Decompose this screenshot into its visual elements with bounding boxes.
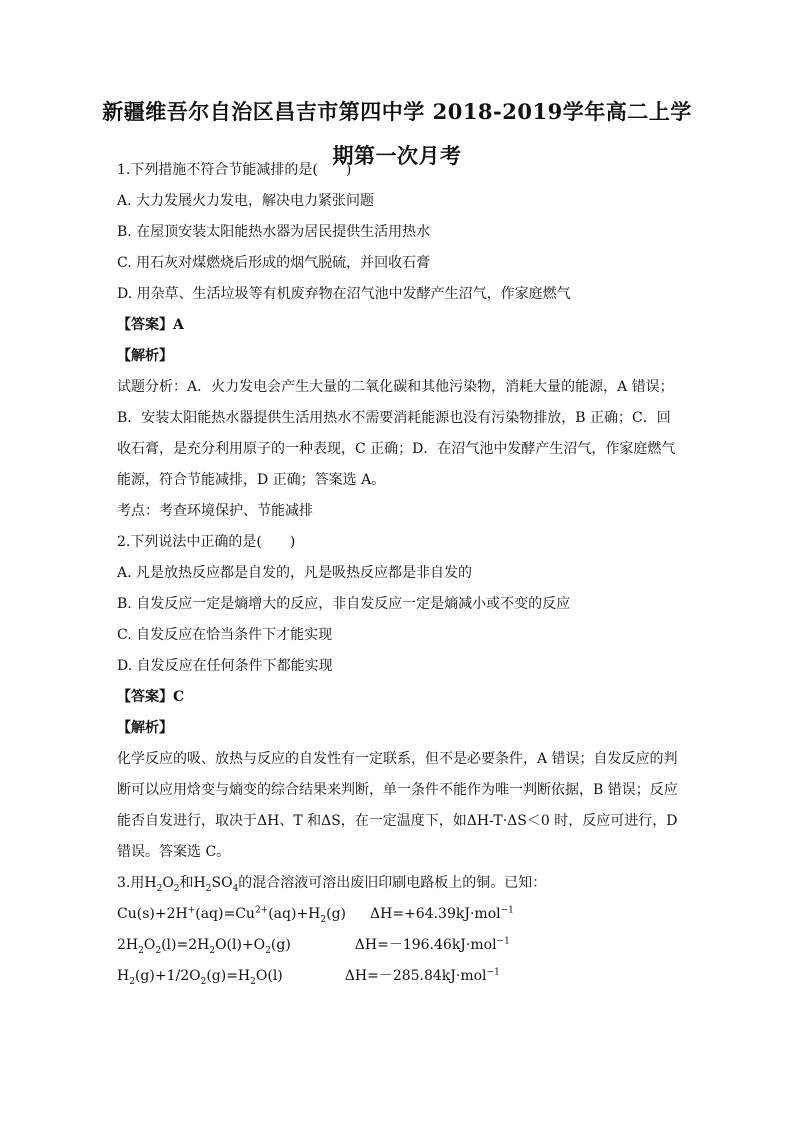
q3-stem xyxy=(117,873,546,893)
q1-answer: 【答案】A xyxy=(117,317,184,333)
q1-analysis-line3: 收石膏，是充分利用原子的一种表现，C 正确；D．在沼气池中发酵产生沼气，作家庭燃气 xyxy=(117,441,676,457)
eq3-sub: 2 xyxy=(200,976,207,987)
eq2-enthalpy: ΔH=－196.46kJ·mol xyxy=(354,937,497,953)
q1-analysis-line1: 试题分析：A．火力发电会产生大量的二氧化碳和其他污染物，消耗大量的能源，A 错误； xyxy=(117,379,674,395)
q1-option-d: D. 用杂草、生活垃圾等有机废弃物在沼气池中发酵产生沼气，作家庭燃气 xyxy=(117,286,571,302)
eq3-sub: 2 xyxy=(250,976,256,987)
h2so4-formula xyxy=(193,875,239,894)
h2so4-sub1: 2 xyxy=(205,883,212,894)
q2-analysis-line2: 断可以应用焓变与熵变的综合结果来判断，单一条件不能作为唯一判断依据，B 错误；反应 xyxy=(117,782,678,798)
h2o2-h: H xyxy=(144,875,157,891)
eq2-part: (l)=2H xyxy=(161,937,210,953)
eq1-sub: 2 xyxy=(320,914,327,925)
h2so4-sub2: 4 xyxy=(232,883,239,894)
eq1-sup: 2+ xyxy=(254,905,269,916)
q3-equation-3 xyxy=(117,966,500,986)
eq1-unit-sup: −1 xyxy=(500,905,514,916)
q3-equation-1 xyxy=(117,904,514,924)
q2-analysis-line3: 能否自发进行，取决于ΔH、T 和ΔS，在一定温度下，如ΔH-T·ΔS＜0 时，反应可进行，D xyxy=(117,813,678,829)
q2-analysis-line1: 化学反应的吸、放热与反应的自发性有一定联系，但不是必要条件，A 错误；自发反应的判 xyxy=(117,751,678,767)
q2-option-d: D. 自发反应在任何条件下都能实现 xyxy=(117,658,333,674)
eq2-sub: 2 xyxy=(265,945,271,956)
eq2-sub: 2 xyxy=(138,945,144,956)
eq1-sup: + xyxy=(187,905,196,916)
eq2-sub: 2 xyxy=(209,945,216,956)
eq1-part: (g) xyxy=(326,906,347,922)
document-title-line2: 期第一次月考 xyxy=(332,143,462,168)
q1-option-b: B. 在屋顶安装太阳能热水器为居民提供生活用热水 xyxy=(117,224,431,240)
q2-analysis-line4: 错误。答案选 C。 xyxy=(117,844,231,860)
eq3-part: (g)+1/2O xyxy=(134,968,201,984)
h2o2-o: O xyxy=(162,875,174,891)
eq3-unit-sup: −1 xyxy=(486,967,500,978)
eq2-sub: 2 xyxy=(155,945,162,956)
q2-analysis-label: 【解析】 xyxy=(117,720,173,736)
eq2-part: O xyxy=(143,937,156,953)
h2so4-so: SO xyxy=(211,875,233,891)
q3-stem-post: 的混合溶液可溶出废旧印刷电路板上的铜。已知： xyxy=(238,875,547,891)
h2o2-formula xyxy=(144,875,180,894)
q1-option-c: C. 用石灰对煤燃烧后形成的烟气脱硫，并回收石膏 xyxy=(117,255,431,271)
h2o2-sub2: 2 xyxy=(173,883,180,894)
eq3-sub: 2 xyxy=(129,976,135,987)
q2-stem: 2.下列说法中正确的是( ) xyxy=(117,534,296,550)
eq2-part: 2H xyxy=(117,937,139,953)
q2-option-b: B. 自发反应一定是熵增大的反应，非自发反应一定是熵减小或不变的反应 xyxy=(117,596,571,612)
q1-stem: 1.下列措施不符合节能减排的是( ) xyxy=(117,162,352,178)
eq1-enthalpy: ΔH=+64.39kJ·mol xyxy=(370,906,501,922)
eq2-part: O(l)+O xyxy=(215,937,266,953)
eq1-part: (aq)=Cu xyxy=(195,906,255,922)
q2-answer: 【答案】C xyxy=(117,689,185,705)
q2-option-c: C. 自发反应在恰当条件下才能实现 xyxy=(117,627,333,643)
q1-kaodian: 考点：考查环境保护、节能减排 xyxy=(117,503,313,519)
q1-option-a: A. 大力发展火力发电，解决电力紧张问题 xyxy=(117,193,375,209)
eq1-part: (aq)+H xyxy=(268,906,321,922)
eq1-part: Cu(s)+2H xyxy=(117,906,188,922)
h2so4-h: H xyxy=(193,875,206,891)
eq3-part: H xyxy=(117,968,130,984)
eq2-unit-sup: −1 xyxy=(496,936,510,947)
q1-analysis-line4: 能源，符合节能减排，D 正确；答案选 A。 xyxy=(117,472,386,488)
eq3-part: (g)=H xyxy=(206,968,251,984)
q1-analysis-label: 【解析】 xyxy=(117,348,173,364)
q2-option-a: A. 凡是放热反应都是自发的，凡是吸热反应都是非自发的 xyxy=(117,565,473,581)
h2o2-sub1: 2 xyxy=(156,883,163,894)
eq3-enthalpy: ΔH=－285.84kJ·mol xyxy=(344,968,487,984)
q1-analysis-line2: B．安装太阳能热水器提供生活用热水不需要消耗能源也没有污染物排放，B 正确；C．回 xyxy=(117,410,671,426)
eq2-part: (g) xyxy=(270,937,291,953)
document-title-line1: 新疆维吾尔自治区昌吉市第四中学 2018-2019学年高二上学 xyxy=(102,99,692,124)
q3-stem-mid: 和 xyxy=(179,875,194,891)
eq3-part: O(l) xyxy=(255,968,283,984)
q3-equation-2 xyxy=(117,935,510,955)
q3-stem-pre: 3.用 xyxy=(117,875,145,891)
